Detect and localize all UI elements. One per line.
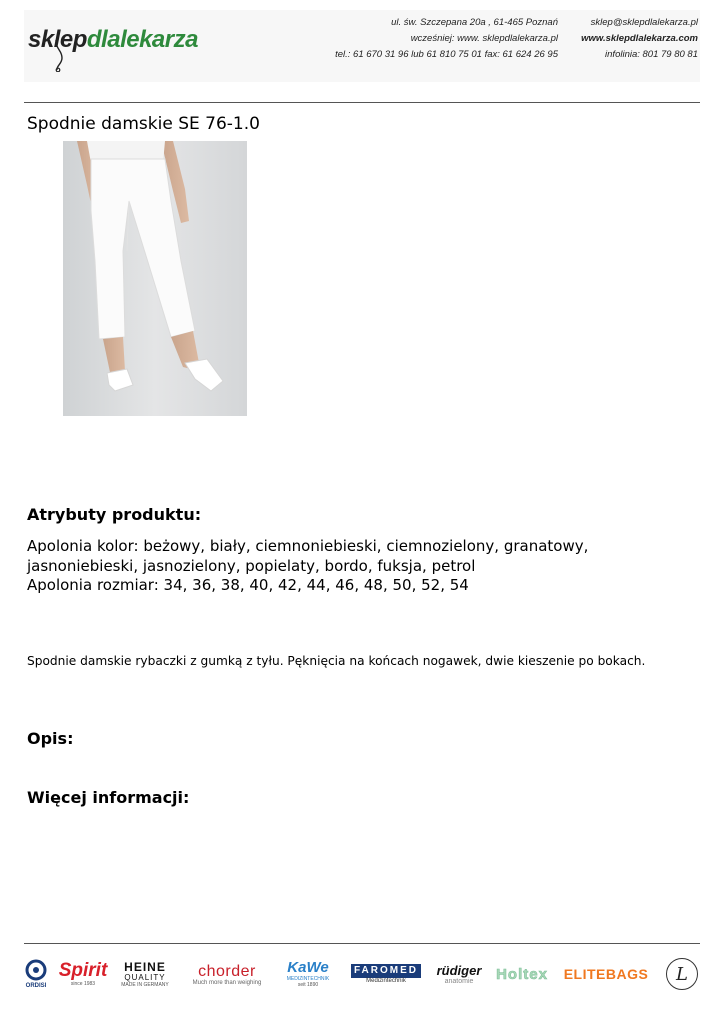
letterhead [24, 10, 700, 82]
brand-ordisi[interactable] [22, 954, 50, 994]
previous-website-text: wcześniej: www. sklepdlalekarza.pl [410, 33, 558, 44]
brand-logos-strip [22, 954, 704, 994]
more-info-heading: Więcej informacji: [27, 788, 190, 807]
logo-text-sklep: sklep [28, 26, 87, 53]
logo-text-lekarza: lekarza [120, 26, 198, 53]
brand-kawe[interactable] [282, 954, 334, 994]
trousers-illustration [63, 141, 247, 416]
color-attribute-line-2: jasnoniebieski, jasnozielony, popielaty, bordo, fuksja, petrol [27, 556, 476, 575]
brand-heine[interactable] [116, 954, 174, 994]
website-link[interactable]: www.sklepdlalekarza.com [581, 33, 698, 44]
kawe-sub-label-1: MEDIZINTECHNIK [286, 976, 330, 982]
littmann-label: L [676, 963, 688, 985]
elitebags-label: ELITEBAGS [563, 966, 649, 982]
faromed-sub-label: Medizintechnik [366, 978, 406, 984]
chorder-sub-label: Much more than weighing [192, 979, 262, 986]
chorder-label: chorder [198, 962, 256, 980]
logo-text-dla: dla [86, 26, 121, 53]
spirit-label: Spirit [58, 960, 108, 981]
ordisi-label: ORDISI [25, 983, 47, 989]
spirit-sub-label: since 1983 [70, 981, 96, 987]
size-attribute-line: Apolonia rozmiar: 34, 36, 38, 40, 42, 44, 46, 48, 50, 52, 54 [27, 576, 469, 594]
brand-littmann[interactable] [664, 954, 700, 994]
brand-spirit[interactable] [56, 954, 110, 994]
kawe-label: KaWe [287, 959, 329, 976]
attributes-heading: Atrybuty produktu: [27, 505, 202, 524]
description-heading: Opis: [27, 729, 74, 748]
brand-faromed[interactable] [346, 954, 426, 994]
header-divider [24, 102, 700, 103]
product-title: Spodnie damskie SE 76-1.0 [27, 114, 260, 134]
ordisi-logo-icon [25, 959, 47, 983]
email-link[interactable]: sklep@sklepdlalekarza.pl [590, 17, 698, 28]
address-text: ul. św. Szczepana 20a , 61-465 Poznań [391, 17, 558, 28]
littmann-logo-icon [666, 958, 698, 990]
faromed-label: FAROMED [351, 964, 421, 978]
brand-holtex[interactable] [496, 954, 548, 994]
brand-rudiger[interactable] [434, 954, 484, 994]
infoline-text: infolinia: 801 79 80 81 [605, 49, 698, 60]
stethoscope-icon [52, 40, 66, 72]
product-photo [63, 141, 247, 416]
kawe-sub-label-2: seit 1890 [297, 982, 319, 988]
brand-elitebags[interactable] [554, 954, 658, 994]
phone-fax-text: tel.: 61 670 31 96 lub 61 810 75 01 fax: 61 624 26 95 [335, 49, 558, 60]
holtex-label: Holtex [496, 965, 548, 983]
brand-chorder[interactable] [182, 954, 272, 994]
rudiger-sub-label: anatomie [444, 977, 474, 985]
footer-divider [24, 943, 700, 944]
contact-online-column [581, 15, 698, 63]
heine-sub-label: MADE IN GERMANY [121, 981, 169, 988]
color-attribute-line-1: Apolonia kolor: beżowy, biały, ciemnoniebieski, ciemnozielony, granatowy, [27, 537, 589, 555]
heine-quality-label: QUALITY [124, 972, 166, 982]
attributes-list [27, 537, 707, 596]
heine-label: HEINE [124, 959, 166, 974]
contact-address-column [335, 15, 558, 63]
rudiger-label: rüdiger [436, 962, 482, 978]
product-description: Spodnie damskie rybaczki z gumką z tyłu. Pęknięcia na końcach nogawek, dwie kieszenie po bokach. [27, 654, 646, 668]
